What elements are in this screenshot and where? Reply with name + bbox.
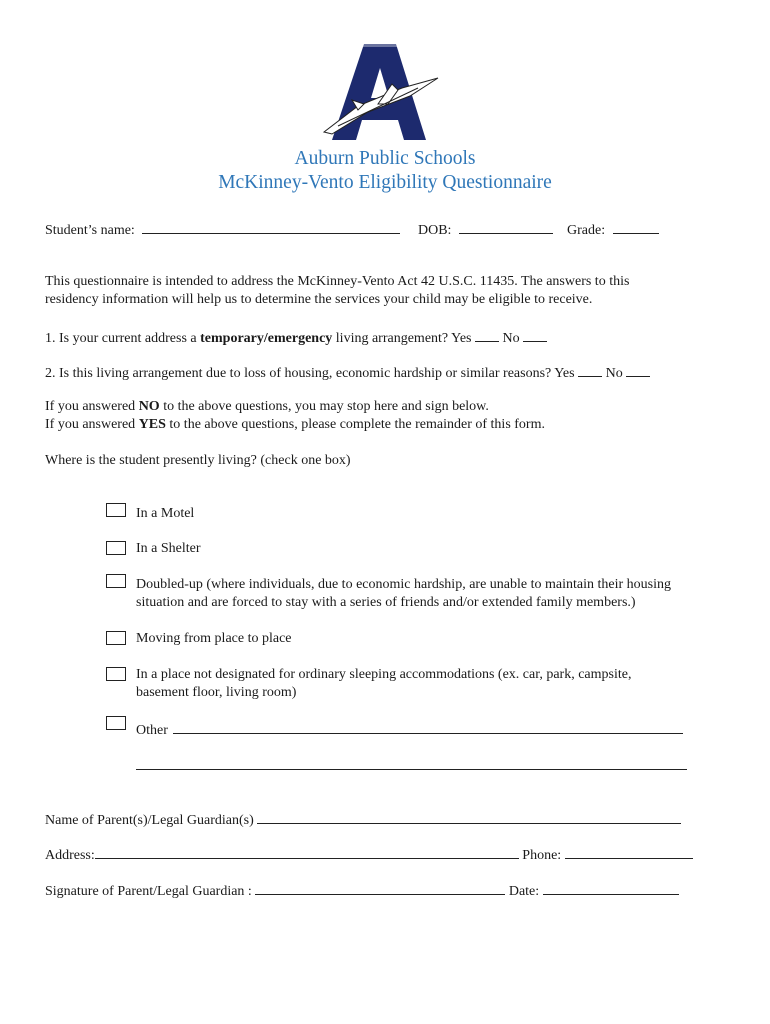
- question-1-yes-label: living arrangement? Yes: [332, 331, 475, 346]
- shelter-checkbox[interactable]: [106, 541, 126, 555]
- student-info-row: [45, 219, 400, 240]
- non-sleeping-place-label: In a place not designated for ordinary sleeping accommodations (ex. car, park, campsite,: [136, 667, 632, 682]
- motel-label: In a Motel: [136, 506, 195, 521]
- phone-field[interactable]: [565, 844, 693, 859]
- dob-field[interactable]: [459, 219, 553, 234]
- dob-label: DOB:: [418, 223, 452, 238]
- student-name-field[interactable]: [142, 219, 400, 234]
- question-2-yes-field[interactable]: [578, 362, 602, 377]
- address-field[interactable]: [95, 844, 519, 859]
- living-prompt: Where is the student presently living? (check one box): [45, 453, 351, 468]
- phone-label: Phone:: [518, 848, 565, 863]
- dob-group: [418, 219, 553, 240]
- moving-label: Moving from place to place: [136, 631, 292, 646]
- other-field[interactable]: [173, 719, 683, 734]
- intro-line-1: This questionnaire is intended to address the McKinney-Vento Act 42 U.S.C. 11435. The answers to this: [45, 274, 630, 289]
- non-sleeping-place-checkbox[interactable]: [106, 667, 126, 681]
- intro-line-2: residency information will help us to determine the services your child may be eligible to receive.: [45, 292, 593, 307]
- grade-group: [567, 219, 659, 240]
- question-1-text: 1. Is your current address a: [45, 331, 201, 346]
- grade-label: Grade:: [567, 223, 606, 238]
- question-2-no-field[interactable]: [626, 362, 650, 377]
- date-label: Date:: [505, 884, 543, 899]
- instruction-no-post: to the above questions, you may stop here and sign below.: [159, 399, 489, 414]
- doubled-up-label-cont: situation and are forced to stay with a series of friends and/or extended family members.): [136, 595, 636, 610]
- moving-checkbox[interactable]: [106, 631, 126, 645]
- address-label: Address:: [45, 848, 95, 863]
- question-1-yes-field[interactable]: [475, 327, 499, 342]
- signature-row: [45, 880, 679, 901]
- instruction-yes-post: to the above questions, please complete the remainder of this form.: [165, 417, 545, 432]
- instruction-no-pre: If you answered: [45, 399, 139, 414]
- instruction-yes: [45, 416, 545, 434]
- non-sleeping-place-label-cont: basement floor, living room): [136, 685, 297, 700]
- question-1: [45, 327, 547, 348]
- question-2-no-label: No: [602, 366, 627, 381]
- instruction-yes-bold: YES: [138, 417, 166, 432]
- signature-field[interactable]: [255, 880, 505, 895]
- address-row: [45, 844, 693, 865]
- questionnaire-title: McKinney-Vento Eligibility Questionnaire: [218, 172, 552, 193]
- question-1-emphasis: temporary/emergency: [200, 331, 333, 346]
- other-checkbox[interactable]: [106, 716, 126, 730]
- guardian-field[interactable]: [257, 809, 681, 824]
- question-2: [45, 362, 650, 383]
- doubled-up-label: Doubled-up (where individuals, due to economic hardship, are unable to maintain their housing: [136, 577, 671, 592]
- instruction-no-bold: NO: [138, 399, 160, 414]
- auburn-logo: [318, 42, 444, 146]
- grade-field[interactable]: [613, 219, 659, 234]
- other-label-text: Other: [136, 723, 168, 738]
- motel-checkbox[interactable]: [106, 503, 126, 517]
- guardian-row: [45, 809, 681, 830]
- school-name-title: Auburn Public Schools: [294, 148, 476, 169]
- instruction-no: [45, 398, 489, 416]
- date-field[interactable]: [543, 880, 679, 895]
- doubled-up-checkbox[interactable]: [106, 574, 126, 588]
- instruction-yes-pre: If you answered: [45, 417, 139, 432]
- other-field-line-2[interactable]: [136, 769, 687, 770]
- guardian-label: Name of Parent(s)/Legal Guardian(s): [45, 813, 258, 828]
- question-1-no-field[interactable]: [523, 327, 547, 342]
- shelter-label: In a Shelter: [136, 541, 201, 556]
- question-2-text: 2. Is this living arrangement due to loss of housing, economic hardship or similar reasons? Yes: [45, 366, 579, 381]
- signature-label: Signature of Parent/Legal Guardian :: [45, 884, 256, 899]
- student-name-label: Student’s name:: [45, 223, 135, 238]
- other-label: [136, 719, 683, 740]
- question-1-no-label: No: [499, 331, 524, 346]
